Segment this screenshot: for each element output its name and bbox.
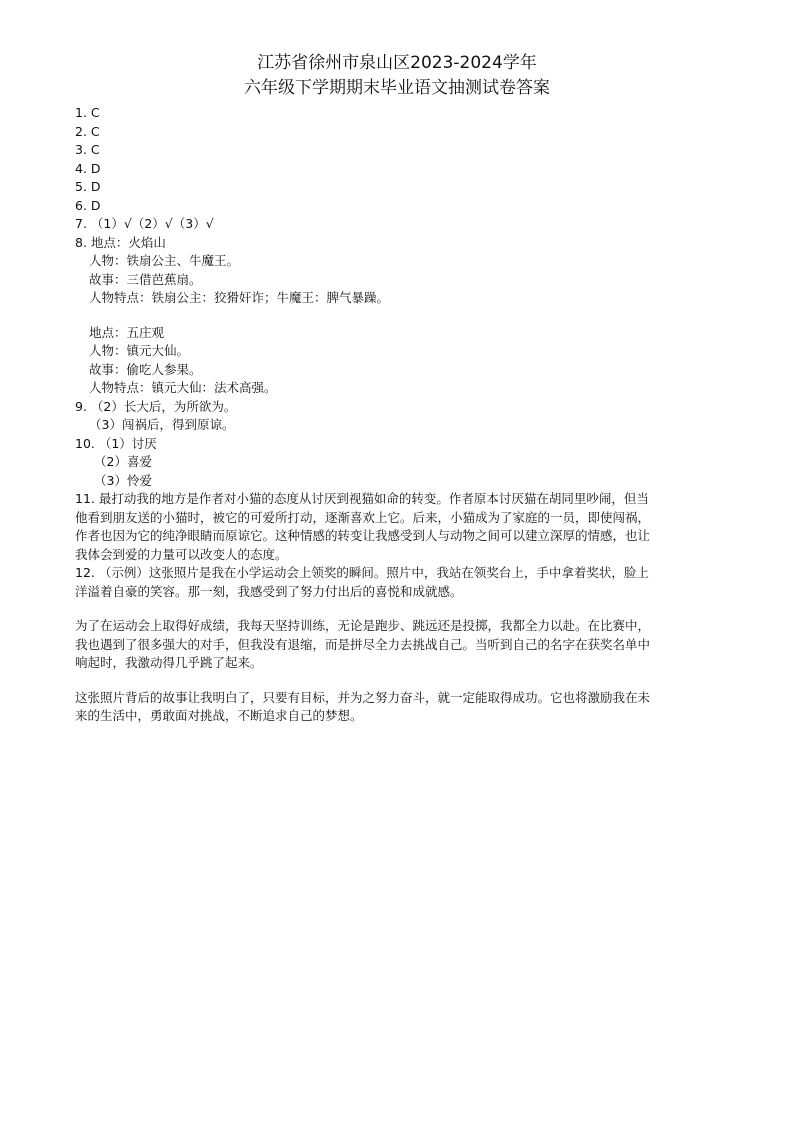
- answer-12-p2-line-3: 响起时，我激动得几乎跳了起来。: [75, 655, 263, 670]
- page-title-line1: 江苏省徐州市泉山区2023-2024学年: [257, 53, 537, 73]
- answer-8-story-2: 故事：偷吃人参果。: [89, 361, 202, 377]
- answer-11-line-1: 11. 最打动我的地方是作者对小猫的态度从讨厌到视猫如命的转变。作者原本讨厌猫在胡同里吵闹，但当: [75, 491, 649, 506]
- answer-8-traits-1: 人物特点：铁扇公主：狡猾奸诈；牛魔王：脾气暴躁。: [89, 290, 390, 305]
- answer-1: 1. C: [75, 105, 100, 120]
- answer-7: 7. （1）√（2）√（3）√: [75, 216, 214, 231]
- answer-9-part-2: 9. （2）长大后，为所欲为。: [75, 398, 237, 414]
- answer-12-p2-line-2: 我也遇到了很多强大的对手，但我没有退缩，而是拼尽全力去挑战自己。当听到自己的名字在获奖名单中: [75, 636, 651, 652]
- answer-8-characters-2: 人物：镇元大仙。: [89, 343, 190, 358]
- answer-11-line-2: 他看到朋友送的小猫时，被它的可爱所打动，逐渐喜欢上它。后来，小猫成为了家庭的一员，即使闯祸，: [75, 509, 651, 525]
- answer-list: [75, 104, 725, 726]
- answer-11-line-4: 我体会到爱的力量可以改变人的态度。: [75, 546, 288, 562]
- answer-6: 6. D: [75, 197, 101, 213]
- answer-10-part-2: （2）喜爱: [94, 454, 152, 469]
- answer-12-p3-line-2: 来的生活中，勇敢面对挑战，不断追求自己的梦想。: [75, 708, 363, 723]
- answer-4: 4. D: [75, 160, 101, 176]
- answer-5: 5. D: [75, 179, 101, 194]
- answer-3: 3. C: [75, 142, 100, 157]
- answer-2: 2. C: [75, 123, 100, 139]
- answer-8-story-1: 故事：三借芭蕉扇。: [89, 271, 202, 287]
- answer-8-traits-2: 人物特点：镇元大仙：法术高强。: [89, 380, 277, 395]
- answer-12-p3-line-1: 这张照片背后的故事让我明白了，只要有目标，并为之努力奋斗，就一定能取得成功。它也将激励我在未: [75, 689, 651, 705]
- answer-11-line-3: 作者也因为它的纯净眼睛而原谅它。这种情感的转变让我感受到人与动物之间可以建立深厚的情感，也让: [75, 528, 651, 543]
- answer-9-part-3: （3）闯祸后，得到原谅。: [89, 417, 235, 432]
- answer-8-location-1: 8. 地点：火焰山: [75, 234, 166, 250]
- page-title-line2: 六年级下学期期末毕业语文抽测试卷答案: [244, 78, 550, 98]
- answer-10-part-1: 10. （1）讨厌: [75, 435, 157, 451]
- answer-10-part-3: （3）怜爱: [94, 472, 152, 488]
- answer-8-location-2: 地点：五庄观: [89, 324, 165, 340]
- answer-12-p1-line-2: 洋溢着自豪的笑容。那一刻，我感受到了努力付出后的喜悦和成就感。: [75, 583, 463, 599]
- answer-12-p2-line-1: 为了在运动会上取得好成绩，我每天坚持训练，无论是跑步、跳远还是投掷，我都全力以赴。在比赛中，: [75, 618, 651, 633]
- answer-12-p1-line-1: 12. （示例）这张照片是我在小学运动会上领奖的瞬间。照片中，我站在领奖台上，手中拿着奖状，脸上: [75, 565, 649, 580]
- answer-8-characters-1: 人物：铁扇公主、牛魔王。: [89, 253, 240, 268]
